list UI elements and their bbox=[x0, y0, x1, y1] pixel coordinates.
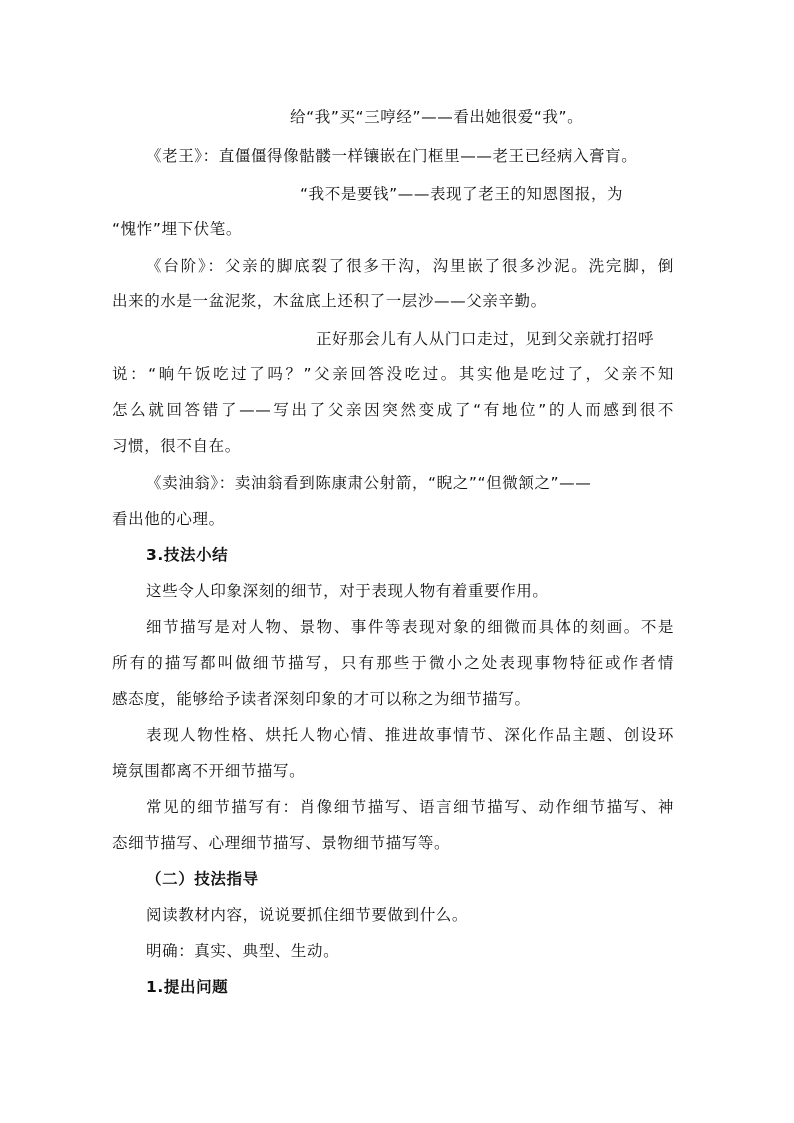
text-line-9: 怎么就回答错了——写出了父亲因突然变成了“有地位”的人而感到很不 bbox=[112, 401, 674, 419]
text-line-1: 给“我”买“三哼经”——看出她很爱“我”。 bbox=[290, 108, 584, 126]
text-line-15: 细节描写是对人物、景物、事件等表现对象的细微而具体的刻画。不是 bbox=[146, 618, 674, 636]
text-line-3: “我不是要钱”——表现了老王的知恩图报，为 bbox=[300, 185, 624, 203]
text-line-21: 态细节描写、心理细节描写、景物细节描写等。 bbox=[112, 834, 451, 852]
text-line-24: 明确：真实、典型、生动。 bbox=[146, 942, 340, 960]
text-line-16: 所有的描写都叫做细节描写，只有那些于微小之处表现事物特征或作者情 bbox=[112, 654, 674, 672]
text-line-8: 说：“晌午饭吃过了吗？”父亲回答没吃过。其实他是吃过了，父亲不知 bbox=[112, 365, 674, 383]
text-line-10: 习惯，很不自在。 bbox=[112, 437, 241, 455]
section-heading-raise-question: 1.提出问题 bbox=[146, 978, 229, 996]
text-line-17: 感态度，能够给予读者深刻印象的才可以称之为细节描写。 bbox=[112, 690, 531, 708]
text-line-6: 出来的水是一盆泥浆，木盆底上还积了一层沙——父亲辛勤。 bbox=[112, 292, 547, 310]
text-line-23: 阅读教材内容，说说要抓住细节要做到什么。 bbox=[146, 906, 469, 924]
text-line-12: 看出他的心理。 bbox=[112, 510, 225, 528]
text-line-18: 表现人物性格、烘托人物心情、推进故事情节、深化作品主题、创设环 bbox=[146, 726, 674, 744]
text-line-14: 这些令人印象深刻的细节，对于表现人物有着重要作用。 bbox=[146, 582, 549, 600]
text-line-20: 常见的细节描写有：肖像细节描写、语言细节描写、动作细节描写、神 bbox=[146, 798, 674, 816]
text-line-11: 《卖油翁》：卖油翁看到陈康肃公射箭，“睨之”“但微颔之”—— bbox=[146, 474, 592, 492]
text-line-4: “愧怍”埋下伏笔。 bbox=[112, 220, 242, 238]
text-line-5: 《台阶》：父亲的脚底裂了很多干沟，沟里嵌了很多沙泥。洗完脚，倒 bbox=[146, 257, 674, 275]
text-line-2: 《老王》：直僵僵得像骷髅一样镶嵌在门框里——老王已经病入膏肓。 bbox=[146, 147, 638, 165]
section-heading-technique-guidance: （二）技法指导 bbox=[146, 870, 259, 888]
section-heading-technique-summary: 3.技法小结 bbox=[146, 546, 229, 564]
text-line-7: 正好那会儿有人从门口走过，见到父亲就打招呼 bbox=[316, 330, 655, 348]
text-line-19: 境氛围都离不开细节描写。 bbox=[112, 762, 306, 780]
